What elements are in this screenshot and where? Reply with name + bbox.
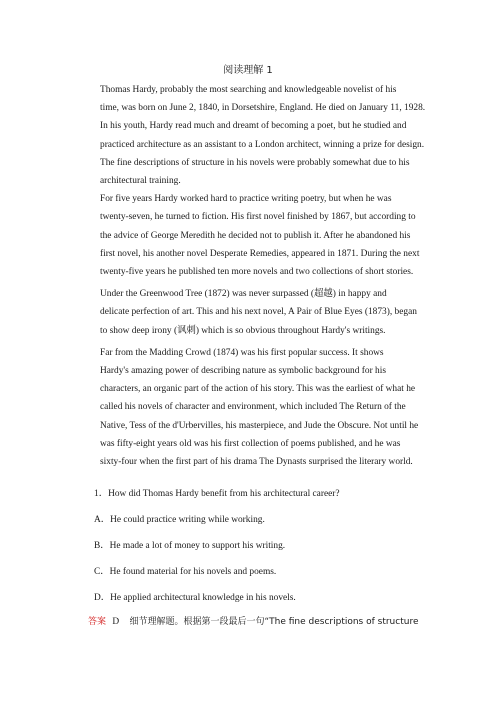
option-c: C．He found material for his novels and poems. xyxy=(94,567,277,577)
paragraph-3 xyxy=(88,285,433,340)
text-line: For five years Hardy worked hard to practice writing poetry, but when he was xyxy=(100,194,392,205)
text-line: Thomas Hardy, probably the most searching and knowledgeable novelist of his xyxy=(100,85,397,95)
page-title: 阅读理解 1 xyxy=(223,65,273,76)
text-line: first novel, his another novel Desperate Remedies, appeared in 1871. During the next xyxy=(100,248,420,259)
question-stem: 1．How did Thomas Hardy benefit from his architectural career? xyxy=(94,489,340,499)
text-line: was fifty-eight years old was his first collection of poems published, and he was xyxy=(100,438,401,449)
reading-passage xyxy=(88,81,433,471)
option-a: A．He could practice writing while working. xyxy=(94,515,265,525)
text-line: delicate perfection of art. This and his next novel, A Pair of Blue Eyes (1873), began xyxy=(100,307,417,318)
text-line: Hardy's amazing power of describing nature as symbolic background for his xyxy=(100,366,386,377)
text-line: sixty-four when the first part of his drama The Dynasts surprised the literary world. xyxy=(100,457,413,468)
text-line: architectural training. xyxy=(100,176,181,187)
text-line: twenty-five years he published ten more novels and two collections of short stories. xyxy=(100,267,414,278)
text-line: twenty-seven, he turned to fiction. His first novel finished by 1867, but according to xyxy=(100,212,416,223)
text-line: Far from the Madding Crowd (1874) was his first popular success. It shows xyxy=(100,347,384,358)
text-line: to show deep irony (讽刺) which is so obvious throughout Hardy's writings. xyxy=(100,325,386,336)
text-line: called his novels of character and environment, which included The Return of the xyxy=(100,402,406,413)
text-line: In his youth, Hardy read much and dreamt of becoming a poet, but he studied and xyxy=(100,121,407,132)
paragraph-4 xyxy=(88,344,433,471)
text-line: time, was born on June 2, 1840, in Dorsetshire, England. He died on January 11, 1928. xyxy=(100,103,426,114)
text-line: characters, an organic part of the action of his story. This was the earliest of what he xyxy=(100,384,416,395)
answer-letter: D xyxy=(112,617,120,627)
text-line: Native, Tess of the d'Urbervilles, his masterpiece, and Jude the Obscure. Not until he xyxy=(100,420,419,431)
answer-line xyxy=(88,614,419,627)
paragraph-2 xyxy=(88,190,433,281)
answer-explanation: 细节理解题。根据第一段最后一句“The fine descriptions of structure xyxy=(129,617,419,627)
text-line: The fine descriptions of structure in his novels were probably somewhat due to his xyxy=(100,157,410,168)
paragraph-1 xyxy=(88,81,433,190)
option-b: B．He made a lot of money to support his writing. xyxy=(94,541,286,551)
text-line: practiced architecture as an assistant to a London architect, winning a prize for design. xyxy=(100,139,425,150)
text-line: Under the Greenwood Tree (1872) was never surpassed (超越) in happy and xyxy=(100,289,387,300)
answer-label: 答案 xyxy=(88,617,107,627)
option-d: D．He applied architectural knowledge in his novels. xyxy=(94,593,296,603)
text-line: the advice of George Meredith he decided not to publish it. After he abandoned his xyxy=(100,230,411,241)
